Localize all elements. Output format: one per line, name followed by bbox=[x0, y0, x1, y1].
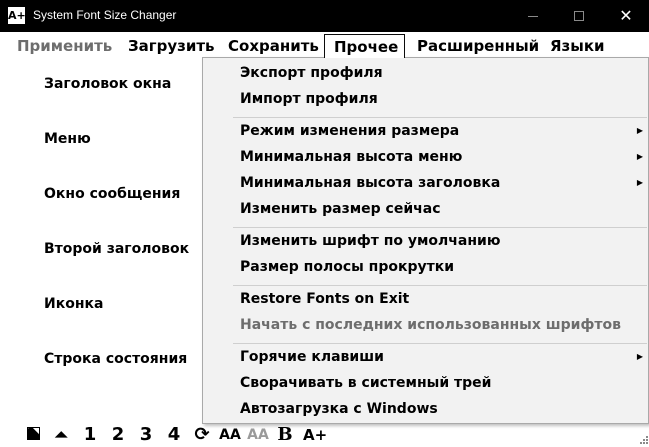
item-label: Минимальная высота заголовка bbox=[240, 175, 501, 191]
item-label: Сворачивать в системный трей bbox=[240, 375, 492, 391]
menu-export-profile[interactable] bbox=[203, 60, 648, 86]
menu-languages[interactable]: Языки bbox=[550, 37, 605, 55]
resize-grip-icon[interactable] bbox=[637, 433, 649, 445]
item-label: Экспорт профиля bbox=[240, 65, 383, 81]
item-label: Размер полосы прокрутки bbox=[240, 259, 455, 275]
menu-minimize-to-tray[interactable] bbox=[203, 370, 648, 396]
preset-4-button[interactable]: 4 bbox=[167, 424, 181, 445]
submenu-arrow-icon: ▶ bbox=[636, 178, 643, 187]
menu-resize-now[interactable] bbox=[203, 196, 648, 222]
item-label: Начать с последних использованных шрифтов bbox=[240, 317, 621, 333]
label-window-title: Заголовок окна bbox=[44, 76, 172, 92]
refresh-icon[interactable]: ⟳ bbox=[194, 424, 210, 445]
minimize-button[interactable] bbox=[510, 0, 556, 32]
corner-triangle-icon[interactable] bbox=[27, 427, 40, 440]
menu-scrollbar-size[interactable] bbox=[203, 254, 648, 280]
menu-advanced[interactable]: Расширенный bbox=[417, 37, 540, 55]
menu-restore-fonts-on-exit[interactable] bbox=[203, 286, 648, 312]
preset-1-button[interactable]: 1 bbox=[83, 424, 97, 445]
item-label: Автозагрузка с Windows bbox=[240, 401, 438, 417]
item-label: Изменить размер сейчас bbox=[240, 201, 441, 217]
item-label: Restore Fonts on Exit bbox=[240, 291, 410, 307]
font-increase-icon[interactable]: A+ bbox=[303, 426, 328, 444]
menu-other[interactable]: Прочее bbox=[324, 34, 405, 58]
menu-min-menu-height[interactable] bbox=[203, 144, 648, 170]
submenu-arrow-icon: ▶ bbox=[636, 126, 643, 135]
label-second-title: Второй заголовок bbox=[44, 241, 190, 257]
menu-start-with-last-fonts[interactable] bbox=[203, 312, 648, 338]
close-icon: ✕ bbox=[619, 6, 633, 25]
bold-icon[interactable]: B bbox=[277, 424, 293, 445]
label-menu: Меню bbox=[44, 131, 91, 147]
item-label: Режим изменения размера bbox=[240, 123, 460, 139]
maximize-icon bbox=[574, 11, 584, 21]
preset-2-button[interactable]: 2 bbox=[111, 424, 125, 445]
menu-bar bbox=[0, 32, 649, 58]
menu-apply[interactable]: Применить bbox=[17, 37, 113, 55]
preset-3-button[interactable]: 3 bbox=[139, 424, 153, 445]
label-status-bar: Строка состояния bbox=[44, 351, 188, 367]
label-message-box: Окно сообщения bbox=[44, 186, 181, 202]
menu-import-profile[interactable] bbox=[203, 86, 648, 112]
menu-change-default-font[interactable] bbox=[203, 228, 648, 254]
item-label: Горячие клавиши bbox=[240, 349, 384, 365]
menu-resize-mode[interactable] bbox=[203, 118, 648, 144]
label-icon: Иконка bbox=[44, 296, 104, 312]
submenu-arrow-icon: ▶ bbox=[636, 152, 643, 161]
item-label: Импорт профиля bbox=[240, 91, 378, 107]
item-label: Минимальная высота меню bbox=[240, 149, 463, 165]
other-dropdown-menu bbox=[202, 57, 649, 424]
item-label: Изменить шрифт по умолчанию bbox=[240, 233, 501, 249]
double-up-icon[interactable]: ⏶ bbox=[54, 425, 68, 444]
font-size-gray-icon[interactable]: AA bbox=[247, 427, 269, 443]
app-icon: A+ bbox=[8, 9, 26, 22]
window-title: System Font Size Changer bbox=[33, 8, 177, 22]
menu-autostart-windows[interactable] bbox=[203, 396, 648, 422]
minimize-icon bbox=[528, 16, 538, 17]
menu-hotkeys[interactable] bbox=[203, 344, 648, 370]
title-bar bbox=[0, 0, 649, 32]
menu-min-title-height[interactable] bbox=[203, 170, 648, 196]
menu-load[interactable]: Загрузить bbox=[128, 37, 215, 55]
menu-save[interactable]: Сохранить bbox=[228, 37, 319, 55]
close-button[interactable] bbox=[603, 0, 649, 32]
maximize-button[interactable] bbox=[556, 0, 602, 32]
bottom-toolbar bbox=[0, 423, 649, 447]
submenu-arrow-icon: ▶ bbox=[636, 352, 643, 361]
font-size-icon[interactable]: AA bbox=[219, 427, 241, 443]
